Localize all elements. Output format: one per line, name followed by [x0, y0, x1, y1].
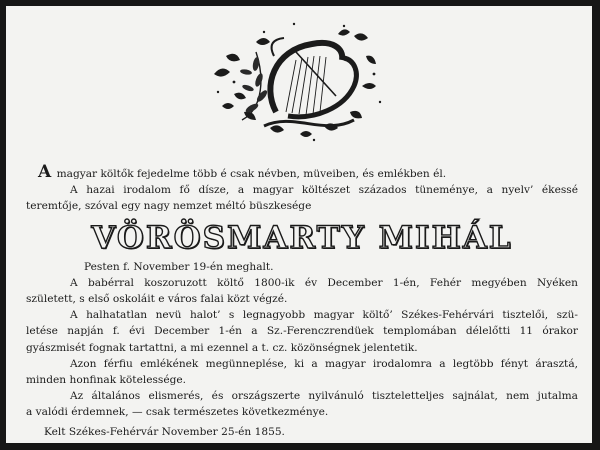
announcement-text — [26, 164, 578, 440]
text-line-8: letése napján f. évi December 1-én a Sz.-Ferenczrendüek templomában délelőtti 11 órakor — [26, 325, 578, 338]
text-line-13: a valódi érdemnek, — csak természetes következménye. — [26, 406, 329, 419]
text-line-death: Pesten f. November 19-én meghalt. — [84, 260, 274, 273]
text-line-1 — [26, 164, 578, 182]
text-line-2: A hazai irodalom fő dísze, a magyar költészet százados tüneménye, a nyelv’ ékessé — [70, 184, 578, 197]
text-line-3: teremtője, szóval egy nagy nemzet méltó büszkesége — [26, 200, 312, 213]
text-line-7: A halhatatlan nevü halot’ s legnagyobb magyar költő’ Székes-Fehérvári tisztelői, szü- — [70, 309, 578, 322]
initial-letter: A — [38, 162, 52, 182]
text-line-11: minden honfinak kötelessége. — [26, 374, 187, 387]
text-line-5: A babérral koszoruzott költő 1800-ik év December 1-én, Fehér megyében Nyéken — [70, 276, 578, 289]
document-page — [6, 6, 592, 443]
text-line-12: Az általános elismerés, és országszerte nyilvánuló tiszteletteljes sajnálat, nem jutalma — [70, 390, 578, 403]
text-line-10: Azon férfiu emlékének megünneplése, ki a magyar irodalomra a legtöbb fényt árasztá, — [70, 357, 578, 370]
text-line-9: gyászmisét fognak tartattni, a mi ezennel a t. cz. közönségnek jelentetik. — [26, 341, 418, 354]
lyre-laurel-ornament — [204, 16, 394, 144]
line-1-text: magyar költők fejedelme több é csak névben, müveiben, és emlékben él. — [56, 168, 447, 180]
poet-name-heading: VÖRÖSMARTY MIHÁL — [91, 219, 513, 256]
date-line: Kelt Székes-Fehérvár November 25-én 1855. — [44, 425, 285, 438]
text-line-6: született, s első oskoláit e város falai közt végzé. — [26, 293, 288, 306]
